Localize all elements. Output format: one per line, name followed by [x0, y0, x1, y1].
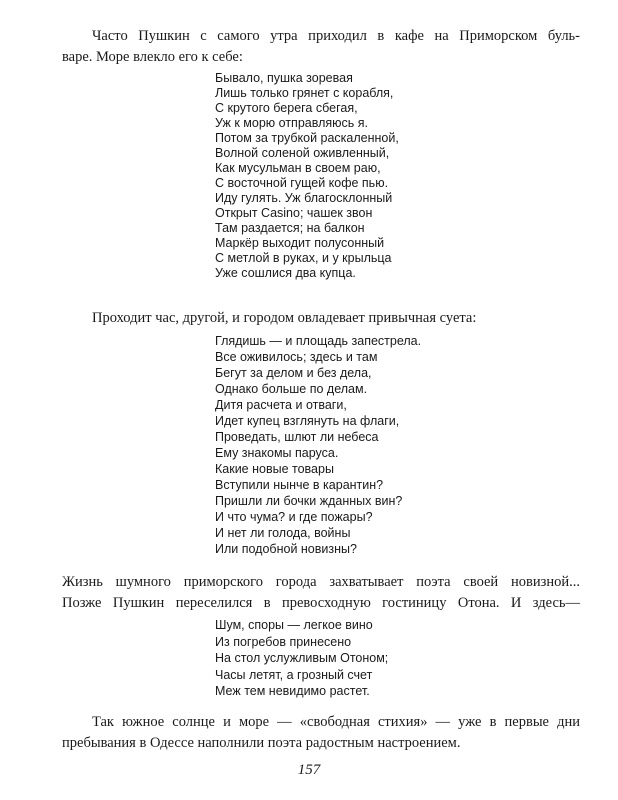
verse-line: Вступили нынче в карантин? [215, 478, 384, 492]
verse-line: С восточной гущей кофе пью. [215, 176, 389, 190]
verse-line: Дитя расчета и отваги, [215, 398, 347, 412]
verse-line: С крутого берега сбегая, [215, 101, 358, 115]
verse-line: Уж к морю отправляюсь я. [215, 116, 368, 130]
text-line: пребывания в Одессе наполнили поэта радостным настроением. [62, 735, 461, 751]
text-line: Проходит час, другой, и городом овладевает привычная суета: [92, 310, 477, 326]
verse-line: Лишь только грянет с корабля, [215, 86, 394, 100]
verse-line: Ему знакомы паруса. [215, 446, 339, 460]
verse-line: Пришли ли бочки жданных вин? [215, 494, 403, 508]
verse-line: Уже сошлися два купца. [215, 266, 356, 280]
verse-line: Потом за трубкой раскаленной, [215, 131, 399, 145]
verse-line: Глядишь — и площадь запестрела. [215, 334, 422, 348]
verse-line: Идет купец взглянуть на флаги, [215, 414, 400, 428]
verse-line: Открыт Casino; чашек звон [215, 206, 373, 220]
page-number: 157 [297, 762, 321, 778]
verse-line: Меж тем невидимо растет. [215, 684, 370, 698]
verse-line: Из погребов принесено [215, 634, 352, 649]
verse-line: Бывало, пушка зоревая [215, 71, 353, 85]
verse-stanza-2 [215, 333, 421, 557]
verse-line: Волной соленой оживленный, [215, 146, 390, 160]
verse-line: Часы летят, а грозный счет [215, 667, 373, 682]
verse-line: Иду гулять. Уж благосклонный [215, 191, 393, 205]
paragraph-1 [62, 26, 580, 68]
verse-line: Или подобной новизны? [215, 542, 357, 556]
verse-line: Все оживилось; здесь и там [215, 350, 378, 364]
paragraph-3 [62, 572, 580, 614]
text-line: Так южное солнце и море — «свободная стихия» — уже в первые дни [92, 714, 580, 730]
verse-line: И нет ли голода, войны [215, 526, 351, 540]
verse-line: И что чума? и где пожары? [215, 510, 373, 524]
paragraph-2 [62, 308, 580, 329]
verse-line: Как мусульман в своем раю, [215, 161, 381, 175]
verse-line: Проведать, шлют ли небеса [215, 430, 379, 444]
verse-line: Там раздается; на балкон [215, 221, 365, 235]
paragraph-4 [62, 712, 580, 754]
verse-line: С метлой в руках, и у крыльца [215, 251, 392, 265]
verse-line: Шум, споры — легкое вино [215, 618, 373, 632]
verse-line: Маркёр выходит полусонный [215, 236, 385, 250]
text-line: Жизнь шумного приморского города захватывает поэта своей новизной... [62, 574, 580, 590]
text-line: варе. Море влекло его к себе: [62, 49, 243, 65]
text-line: Часто Пушкин с самого утра приходил в кафе на Приморском буль- [92, 28, 580, 44]
verse-line: Какие новые товары [215, 462, 334, 476]
verse-line: Бегут за делом и без дела, [215, 366, 372, 380]
text-line: Позже Пушкин переселился в превосходную гостиницу Отона. И здесь— [62, 595, 580, 611]
verse-line: Однако больше по делам. [215, 382, 368, 396]
verse-stanza-1 [215, 71, 399, 281]
verse-stanza-3 [215, 617, 388, 700]
verse-line: На стол услужливым Отоном; [215, 651, 389, 665]
